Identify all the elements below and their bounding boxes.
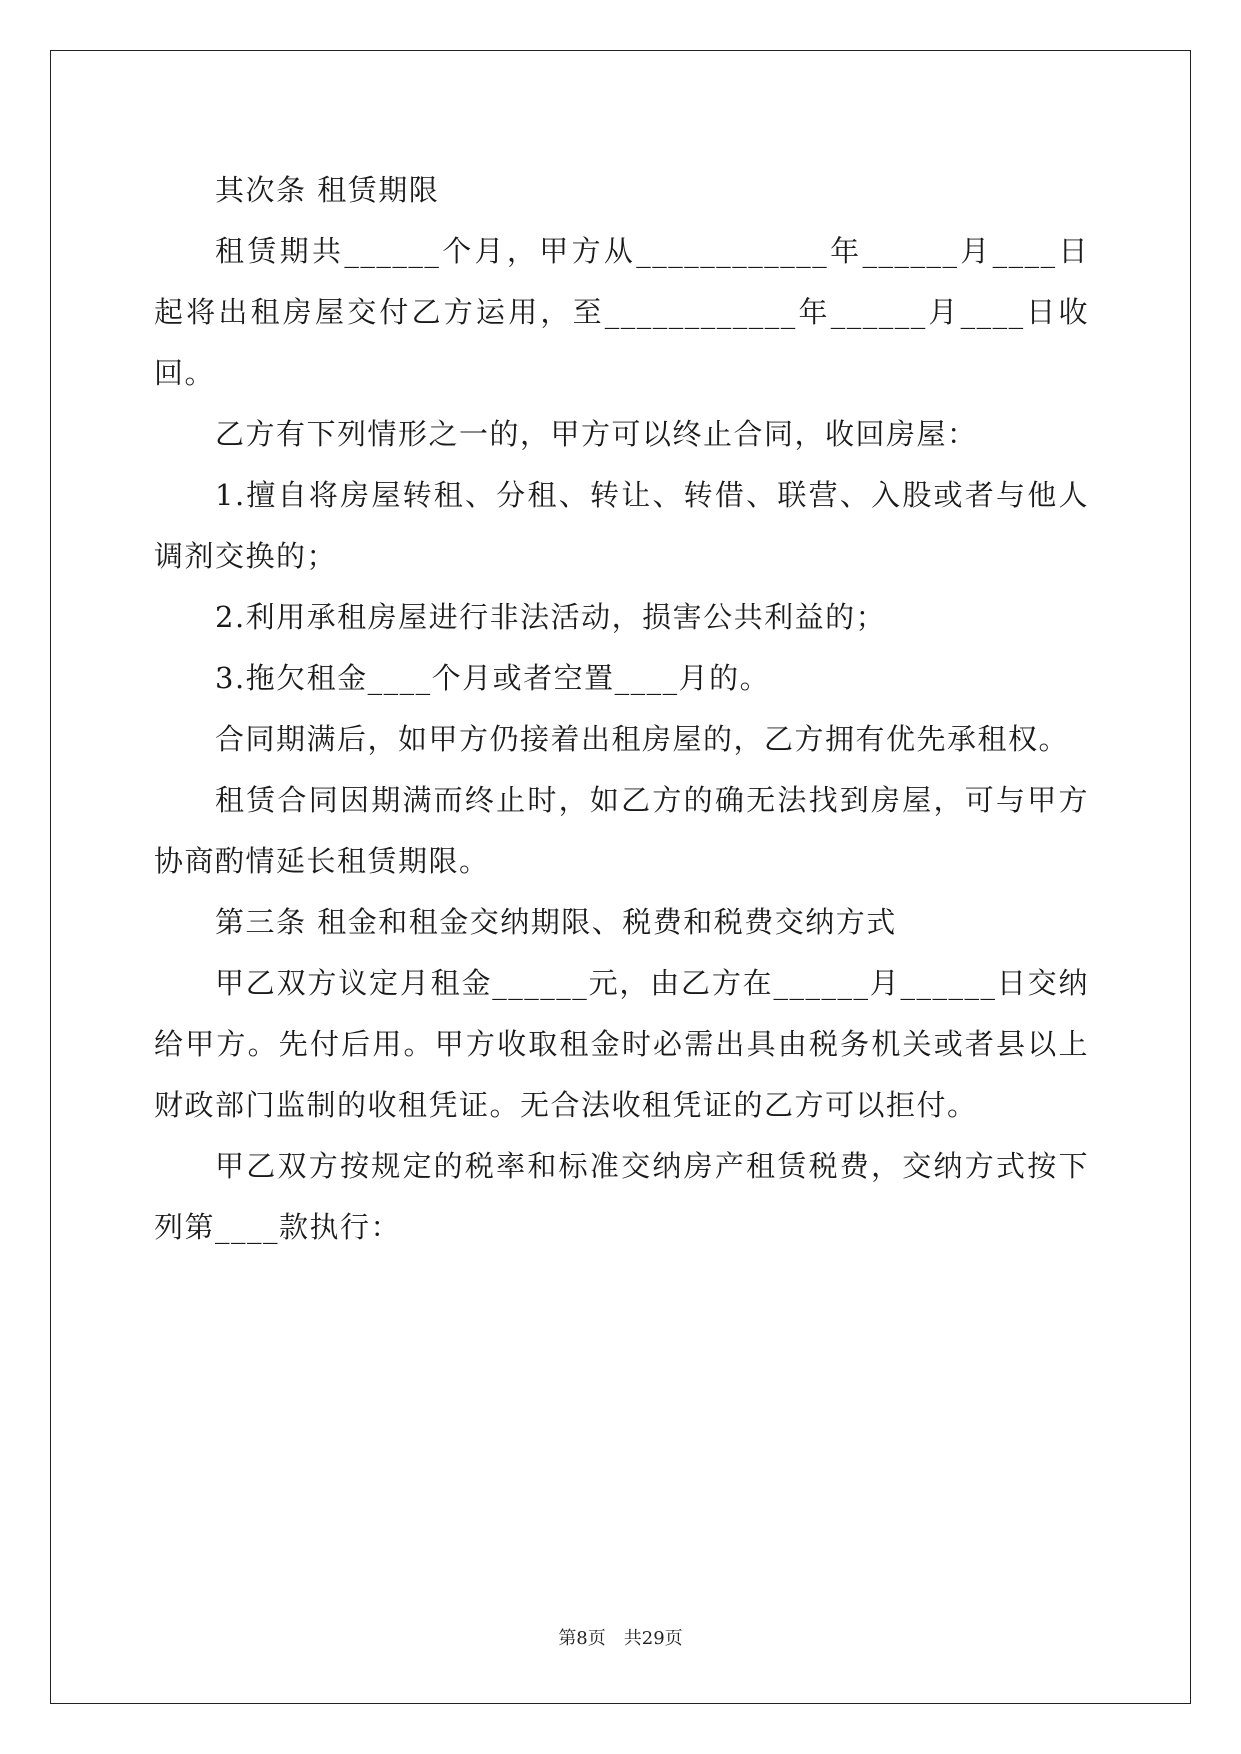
document-body (154, 160, 1089, 1258)
page-number-current: 第8页 (558, 1628, 606, 1649)
section-heading-article-3: 第三条 租金和租金交纳期限、税费和税费交纳方式 (215, 905, 897, 939)
paragraph-tax-payment: 甲乙双方按规定的税率和标准交纳房产租赁税费，交纳方式按下列第____款执行： (154, 1149, 1089, 1244)
section-heading-article-2: 其次条 租赁期限 (215, 173, 440, 207)
list-item-3: 3.拖欠租金____个月或者空置____月的。 (215, 661, 771, 695)
page-number-total: 共29页 (623, 1628, 683, 1649)
list-item-2: 2.利用承租房屋进行非法活动，损害公共利益的； (215, 600, 887, 634)
list-item-1: 1.擅自将房屋转租、分租、转让、转借、联营、入股或者与他人调剂交换的； (154, 478, 1089, 573)
paragraph-renewal-priority: 合同期满后，如甲方仍接着出租房屋的，乙方拥有优先承租权。 (215, 722, 1070, 756)
paragraph-extension: 租赁合同因期满而终止时，如乙方的确无法找到房屋，可与甲方协商酌情延长租赁期限。 (154, 783, 1089, 878)
paragraph-rent-payment: 甲乙双方议定月租金______元，由乙方在______月______日交纳给甲方。先付后用。甲方收取租金时必需出具由税务机关或者县以上财政部门监制的收租凭证。无合法收租凭证的乙方可以拒付。 (154, 966, 1089, 1122)
page-footer (0, 1627, 1241, 1651)
paragraph-termination-conditions: 乙方有下列情形之一的，甲方可以终止合同，收回房屋： (215, 417, 978, 451)
paragraph-lease-term: 租赁期共______个月，甲方从____________年______月____日起将出租房屋交付乙方运用，至____________年______月____日收回。 (154, 234, 1089, 390)
